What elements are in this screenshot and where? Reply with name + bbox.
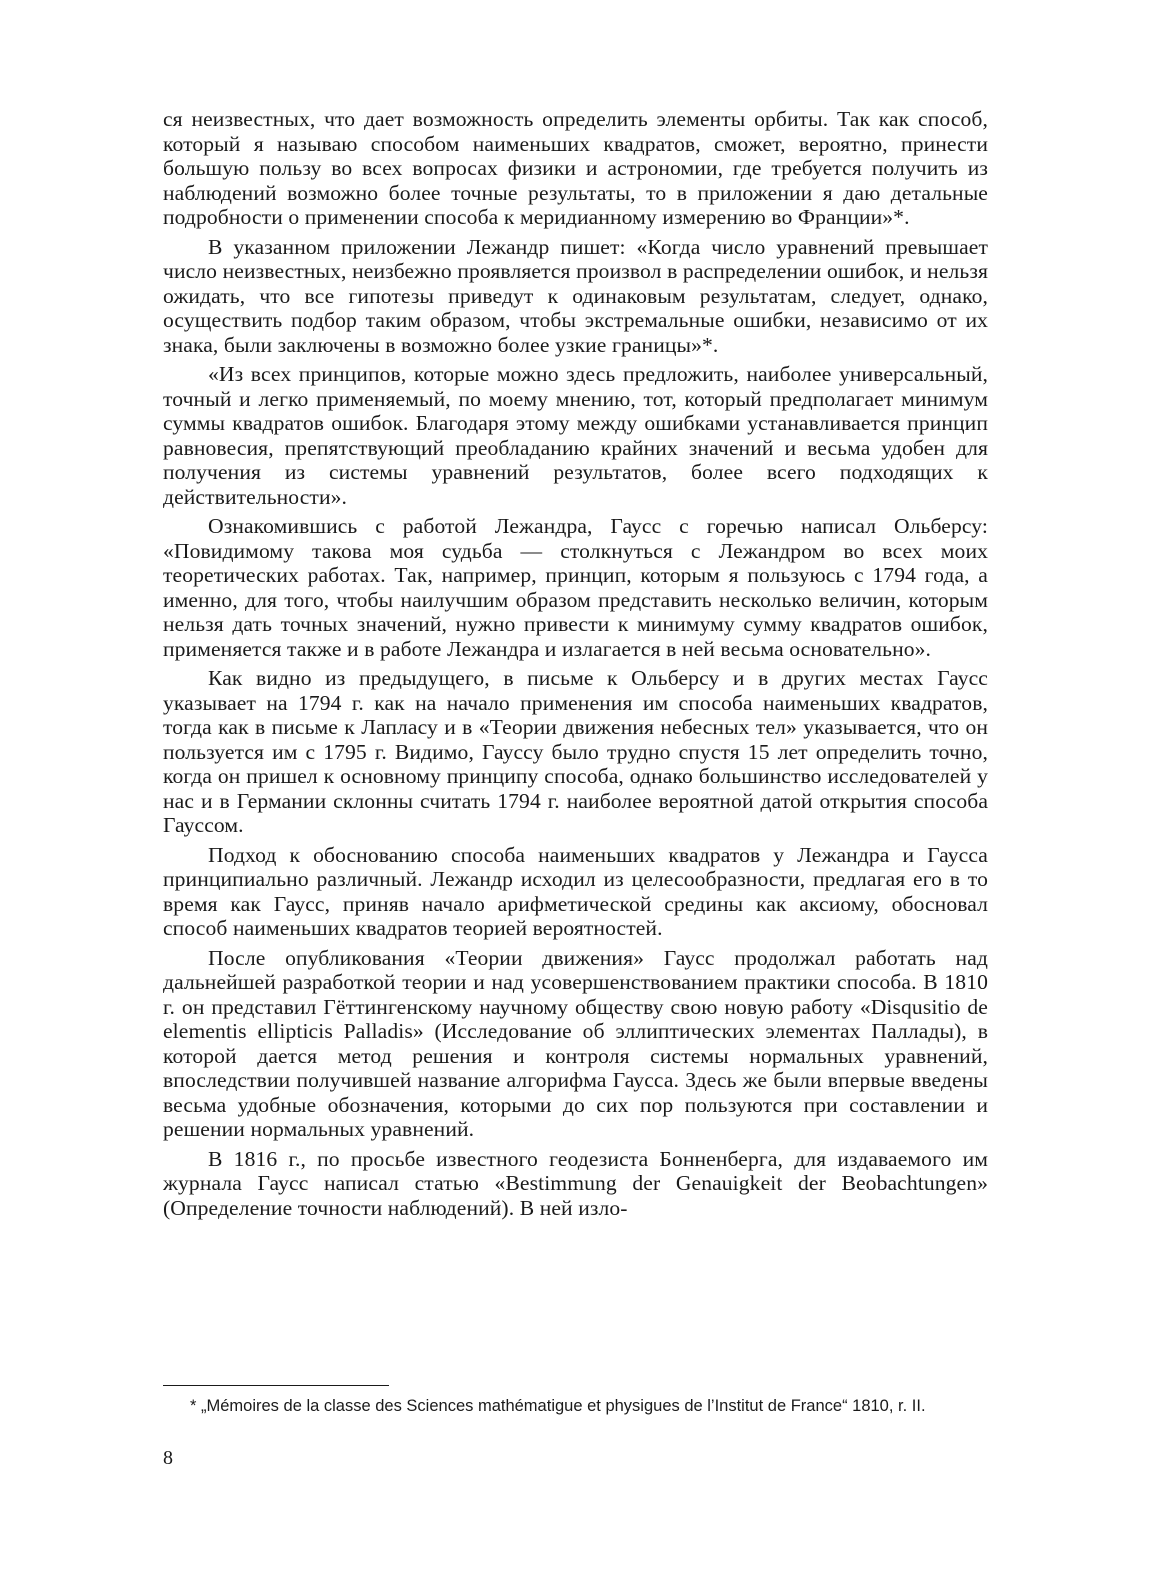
paragraph-3: «Из всех принципов, которые можно здесь предложить, наиболее универсальный, точный и легко применяемый, по моему мнению, тот, который предполагает минимум суммы квадратов ошибок. Благодаря этому между ошибками устанавливается принцип равновесия, препятствующий преобладанию крайних значений и весьма удобен для получения из системы уравнений результатов, более всего подходящих к действительности». [163, 362, 988, 509]
footnote-divider [163, 1385, 389, 1386]
paragraph-6: Подход к обоснованию способа наименьших квадратов у Лежандра и Гаусса принципиально различный. Лежандр исходил из целесообразности, предлагая его в то время как Гаусс, приняв начало арифметической средины как аксиому, обосновал способ наименьших квадратов теорией вероятностей. [163, 842, 988, 940]
paragraph-7: После опубликования «Теории движения» Гаусс продолжал работать над дальнейшей разработкой теории и над усовершенствованием практики способа. В 1810 г. он представил Гёттингенскому научному обществу свою новую работу «Disqusitio de elementis ellipticis Palladis» (Исследование об эллиптических элементах Паллады), в которой дается метод решения и контроля системы нормальных уравнений, впоследствии получившей название алгорифма Гаусса. Здесь же были впервые введены весьма удобные обозначения, которыми до сих пор пользуются при составлении и решении нормальных уравнений. [163, 945, 988, 1141]
page-number: 8 [163, 1447, 173, 1469]
paragraph-4: Ознакомившись с работой Лежандра, Гаусс с горечью написал Ольберсу: «Повидимому такова моя судьба — столкнуться с Лежандром во всех моих теоретических работах. Так, например, принцип, которым я пользуюсь с 1794 года, а именно, для того, чтобы наилучшим образом представить несколько величин, которым нельзя дать точных значений, нужно привести к минимуму сумму квадратов ошибок, применяется также и в работе Лежандра и излагается в ней весьма основательно». [163, 514, 988, 661]
paragraph-2: В указанном приложении Лежандр пишет: «Когда число уравнений превышает число неизвестных, неизбежно проявляется произвол в распределении ошибок, и нельзя ожидать, что все гипотезы приведут к одинаковым результатам, следует, однако, осуществить подбор таким образом, чтобы экстремальные ошибки, независимо от их знака, были заключены в возможно более узкие границы»*. [163, 234, 988, 357]
paragraph-1: ся неизвестных, что дает возможность определить элементы орбиты. Так как способ, который я называю способом наименьших квадратов, сможет, вероятно, принести большую пользу во всех вопросах физики и астрономии, где требуется получить из наблюдений возможно более точные результаты, то в приложении я даю детальные подробности о применении способа к меридианному измерению во Франции»*. [163, 107, 988, 229]
paragraph-5: Как видно из предыдущего, в письме к Ольберсу и в других местах Гаусс указывает на 1794 г. как на начало применения им способа наименьших квадратов, тогда как в письме к Лапласу и в «Теории движения небесных тел» указывается, что он пользуется им с 1795 г. Видимо, Гауссу было трудно спустя 15 лет определить точно, когда он пришел к основному принципу способа, однако большинство исследователей у нас и в Германии склонны считать 1794 г. наиболее вероятной датой открытия способа Гауссом. [163, 666, 988, 837]
paragraph-8: В 1816 г., по просьбе известного геодезиста Бонненберга, для издаваемого им журнала Гаусс написал статью «Bestimmung der Genauigkeit der Beobachtungen» (Определение точности наблюдений). В ней изло- [163, 1146, 988, 1220]
main-text [163, 107, 988, 1225]
footnote: * „Mémoires de la classe des Sciences mathématigue et physigues de l’Institut de France“ 1810, r. II. [190, 1397, 926, 1415]
